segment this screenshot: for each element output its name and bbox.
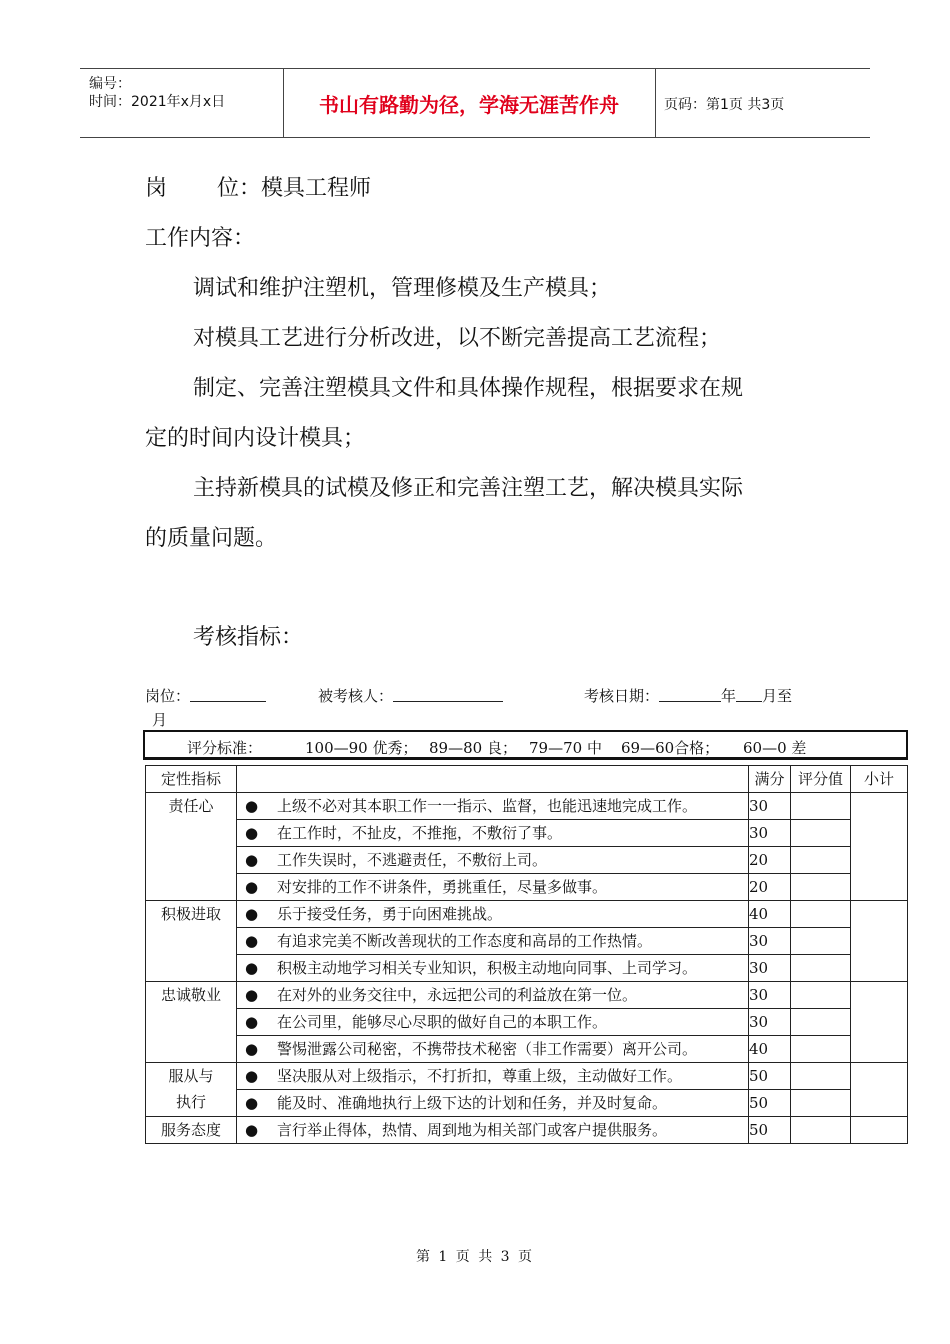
header-category: 定性指标	[146, 766, 237, 793]
indicator-text: 言行举止得体，热情、周到地为相关部门或客户提供服务。	[277, 1121, 668, 1139]
table-row	[146, 928, 908, 955]
indicator-text: 积极主动地学习相关专业知识，积极主动地向同事、上司学习。	[277, 959, 698, 977]
bullet-icon: ●	[245, 1040, 259, 1058]
indicator-cell	[237, 1090, 749, 1117]
bullet-icon: ●	[245, 1094, 259, 1112]
standard-level: 60—0 差	[743, 739, 807, 757]
standard-level: 100—90 优秀；	[305, 739, 418, 757]
score-input-cell[interactable]	[791, 1063, 851, 1090]
score-input-cell[interactable]	[791, 820, 851, 847]
table-row	[146, 1036, 908, 1063]
indicator-cell	[237, 874, 749, 901]
header-score: 评分值	[791, 766, 851, 793]
indicator-cell	[237, 1063, 749, 1090]
indicator-cell	[237, 982, 749, 1009]
duty-line-1: 调试和维护注塑机，管理修模及生产模具；	[193, 276, 612, 301]
full-score-cell: 30	[749, 955, 791, 982]
indicator-text: 上级不必对其本职工作一一指示、监督，也能迅速地完成工作。	[277, 797, 698, 815]
doc-time: 时间：2021年x月x日	[89, 94, 226, 110]
full-score-cell: 50	[749, 1117, 791, 1144]
category-label: 忠诚敬业	[160, 986, 221, 1004]
table-row	[146, 1090, 908, 1117]
standard-level: 69—60合格；	[621, 739, 720, 757]
score-table	[145, 765, 908, 1144]
position-label: 岗	[145, 176, 168, 201]
score-input-cell[interactable]	[791, 793, 851, 820]
category-cell	[146, 1063, 237, 1117]
score-input-cell[interactable]	[791, 847, 851, 874]
score-input-cell[interactable]	[791, 1090, 851, 1117]
header-meta	[80, 69, 283, 137]
indicator-cell	[237, 847, 749, 874]
standard-label: 评分标准：	[187, 739, 263, 757]
kpi-label: 考核指标：	[193, 625, 304, 650]
duty-line-2: 对模具工艺进行分析改进，以不断完善提高工艺流程；	[193, 326, 722, 351]
indicator-cell	[237, 793, 749, 820]
duty-line-5: 主持新模具的试模及修正和完善注塑工艺，解决模具实际	[193, 476, 744, 501]
header-full: 满分	[749, 766, 791, 793]
table-row	[146, 1009, 908, 1036]
indicator-text: 在工作时，不扯皮，不推拖，不敷衍了事。	[277, 824, 563, 842]
position-value: 位：模具工程师	[217, 176, 372, 201]
full-score-cell: 20	[749, 874, 791, 901]
full-score-cell: 50	[749, 1090, 791, 1117]
indicator-text: 在对外的业务交往中，永远把公司的利益放在第一位。	[277, 986, 638, 1004]
score-input-cell[interactable]	[791, 1009, 851, 1036]
bullet-icon: ●	[245, 905, 259, 923]
duty-line-6: 的质量问题。	[145, 526, 278, 551]
subtotal-cell[interactable]	[851, 901, 908, 982]
duty-line-3: 制定、完善注塑模具文件和具体操作规程，根据要求在规	[193, 376, 744, 401]
full-score-cell: 30	[749, 793, 791, 820]
bullet-icon: ●	[245, 1121, 259, 1139]
score-input-cell[interactable]	[791, 928, 851, 955]
full-score-cell: 40	[749, 901, 791, 928]
table-row	[146, 820, 908, 847]
indicator-text: 工作失误时，不逃避责任，不敷衍上司。	[277, 851, 548, 869]
table-row	[146, 982, 908, 1009]
full-score-cell: 40	[749, 1036, 791, 1063]
header-divider	[655, 69, 656, 137]
category-cell	[146, 901, 237, 982]
subtotal-cell[interactable]	[851, 793, 908, 901]
category-label: 服从与	[168, 1067, 214, 1085]
score-input-cell[interactable]	[791, 955, 851, 982]
form-date: 考核日期： 年 月至	[584, 687, 793, 705]
indicator-text: 警惕泄露公司秘密，不携带技术秘密（非工作需要）离开公司。	[277, 1040, 698, 1058]
table-row	[146, 955, 908, 982]
category-cell	[146, 793, 237, 901]
table-header-row	[146, 766, 908, 793]
bullet-icon: ●	[245, 986, 259, 1004]
content-label: 工作内容：	[145, 226, 256, 251]
scoring-standard	[143, 730, 908, 760]
indicator-cell	[237, 1117, 749, 1144]
category-label: 积极进取	[160, 905, 221, 923]
page-footer: 第 1 页 共 3 页	[415, 1249, 535, 1265]
date-year-blank[interactable]	[659, 687, 721, 702]
bullet-icon: ●	[245, 797, 259, 815]
indicator-text: 能及时、准确地执行上级下达的计划和任务，并及时复命。	[277, 1094, 668, 1112]
category-label: 责任心	[168, 797, 214, 815]
form-assessee: 被考核人：	[318, 685, 503, 706]
subtotal-cell[interactable]	[851, 1063, 908, 1117]
bullet-icon: ●	[245, 878, 259, 896]
table-row	[146, 901, 908, 928]
standard-level: 89—80 良；	[429, 739, 517, 757]
indicator-cell	[237, 955, 749, 982]
category-label: 服务态度	[160, 1121, 221, 1139]
indicator-cell	[237, 820, 749, 847]
full-score-cell: 30	[749, 928, 791, 955]
duty-line-4: 定的时间内设计模具；	[145, 426, 366, 451]
bullet-icon: ●	[245, 824, 259, 842]
doc-number: 编号：	[89, 76, 131, 92]
bullet-icon: ●	[245, 851, 259, 869]
indicator-text: 有追求完美不断改善现状的工作态度和高昂的工作热情。	[277, 932, 653, 950]
table-row	[146, 847, 908, 874]
indicator-cell	[237, 901, 749, 928]
indicator-cell	[237, 928, 749, 955]
table-row	[146, 793, 908, 820]
form-position: 岗位：	[145, 685, 266, 706]
bullet-icon: ●	[245, 1067, 259, 1085]
score-input-cell[interactable]	[791, 1117, 851, 1144]
date-month-blank[interactable]	[736, 687, 762, 702]
indicator-cell	[237, 1036, 749, 1063]
score-input-cell[interactable]	[791, 901, 851, 928]
indicator-cell	[237, 1009, 749, 1036]
page-header	[80, 68, 870, 138]
position-line	[145, 171, 371, 202]
category-cell	[146, 982, 237, 1063]
table-row	[146, 874, 908, 901]
score-input-cell[interactable]	[791, 982, 851, 1009]
indicator-text: 在公司里，能够尽心尽职的做好自己的本职工作。	[277, 1013, 608, 1031]
table-row	[146, 1117, 908, 1144]
bullet-icon: ●	[245, 959, 259, 977]
full-score-cell: 30	[749, 1009, 791, 1036]
table-row	[146, 1063, 908, 1090]
position-blank[interactable]	[190, 687, 266, 702]
full-score-cell: 50	[749, 1063, 791, 1090]
bullet-icon: ●	[245, 932, 259, 950]
category-label: 执行	[175, 1093, 206, 1111]
form-month: 月	[152, 711, 168, 729]
indicator-text: 乐于接受任务，勇于向困难挑战。	[277, 905, 503, 923]
indicator-text: 对安排的工作不讲条件，勇挑重任，尽量多做事。	[277, 878, 608, 896]
full-score-cell: 30	[749, 982, 791, 1009]
header-page: 页码：第1页 共3页	[664, 97, 785, 113]
subtotal-cell[interactable]	[851, 1117, 908, 1144]
indicator-text: 坚决服从对上级指示，不打折扣，尊重上级，主动做好工作。	[277, 1067, 683, 1085]
assessee-blank[interactable]	[393, 687, 503, 702]
header-blank	[237, 766, 749, 793]
full-score-cell: 30	[749, 820, 791, 847]
category-cell	[146, 1117, 237, 1144]
bullet-icon: ●	[245, 1013, 259, 1031]
score-input-cell[interactable]	[791, 1036, 851, 1063]
subtotal-cell[interactable]	[851, 982, 908, 1063]
header-subtotal: 小计	[851, 766, 908, 793]
standard-level: 79—70 中	[529, 739, 602, 757]
score-input-cell[interactable]	[791, 874, 851, 901]
full-score-cell: 20	[749, 847, 791, 874]
header-motto: 书山有路勤为径，学海无涯苦作舟	[319, 92, 619, 117]
